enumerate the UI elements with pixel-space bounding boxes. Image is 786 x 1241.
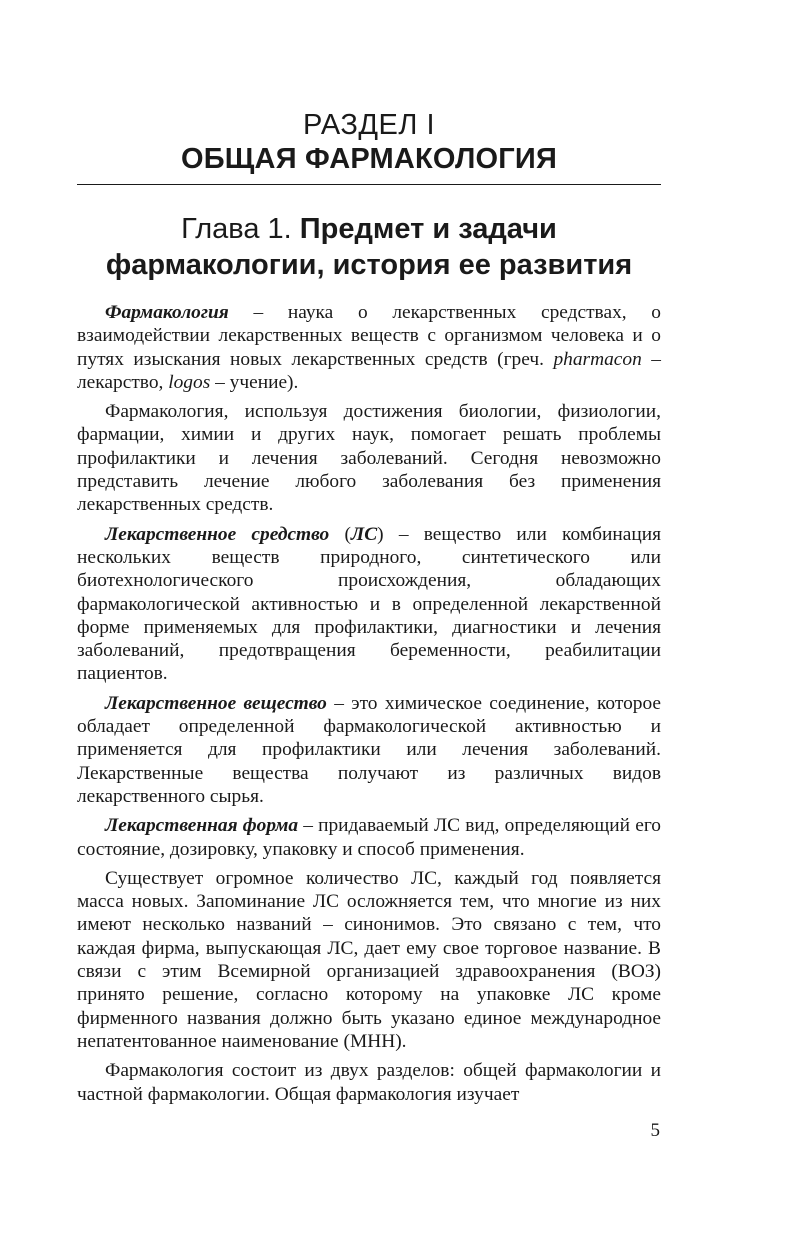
section-heading <box>77 108 661 176</box>
paragraph-5-text: – придаваемый ЛС вид, определяющий его состояние, дозировку, упаковку и способ применения. <box>77 815 661 860</box>
paragraph-3-text: – вещество или комбинация нескольких веществ природного, синтетического или биотехнологического происхождения, обладающих фармакологической активностью и в определенной лекарственной форме применяемых для профилактики, диагностики и лечения заболеваний, предотвращения беременности, реабилитации пациентов. <box>77 523 661 685</box>
section-label: РАЗДЕЛ I <box>302 109 436 141</box>
chapter-label: Глава 1. <box>181 213 292 245</box>
chapter-title: Предмет и задачи фармакологии, история ее развития <box>105 213 633 281</box>
paragraph-4 <box>77 692 661 808</box>
term-medicinal-substance: Лекарственное вещество <box>105 692 327 714</box>
paragraph-6: Существует огромное количество ЛС, каждый год появляется масса новых. Запоминание ЛС осложняется тем, что многие из них имеют несколько названий – синонимов. Это связано с тем, что каждая фирма, выпускающая ЛС, дает ему свое торговое название. В связи с этим Всемирной организацией здравоохранения (ВОЗ) принято решение, согласно которому на упаковке ЛС кроме фирменного названия должно быть указано единое международное непатентованное наименование (МНН). <box>77 867 661 1052</box>
paragraph-1-text-c: – учение). <box>210 371 299 393</box>
section-title: ОБЩАЯ ФАРМАКОЛОГИЯ <box>181 143 557 175</box>
paragraph-3 <box>77 523 661 686</box>
greek-word-logos: logos <box>168 371 211 393</box>
paragraph-3-paren-close: ) <box>377 523 384 545</box>
paragraph-1-text-b: – лекарство, <box>77 348 661 393</box>
chapter-heading <box>77 211 661 283</box>
section-divider <box>77 184 661 185</box>
abbr-ls: ЛС <box>350 523 378 545</box>
body-text <box>77 301 661 1106</box>
term-pharmacology: Фармакология <box>105 302 229 323</box>
book-page <box>77 108 661 1112</box>
greek-word-pharmacon: pharmacon <box>553 348 642 370</box>
paragraph-2: Фармакология, используя достижения биологии, физиологии, фармации, химии и других наук, помогает решать проблемы профилактики и лечения заболеваний. Сегодня невозможно представить лечение любого заболевания без применения лекарственных средств. <box>77 401 661 516</box>
page-number: 5 <box>650 1120 660 1141</box>
paragraph-7: Фармакология состоит из двух разделов: общей фармакологии и частной фармакологии. Общая фармакология изучает <box>77 1060 661 1105</box>
term-dosage-form: Лекарственная форма <box>105 815 299 837</box>
paragraph-5 <box>77 814 661 861</box>
paragraph-1 <box>77 301 661 394</box>
paragraph-1-text-a: – наука о лекарственных средствах, о взаимодействии лекарственных веществ с организмом человека и о путях изыскания новых лекарственных средств (греч. <box>77 302 661 370</box>
paragraph-4-text: – это химическое соединение, которое обладает определенной фармакологической активностью и применяется для профилактики или лечения заболеваний. Лекарственные вещества получают из различных видов лекарственного сырья. <box>77 692 661 807</box>
term-medicinal-product: Лекарственное средство <box>105 523 330 545</box>
paragraph-3-paren-open: ( <box>329 523 351 545</box>
